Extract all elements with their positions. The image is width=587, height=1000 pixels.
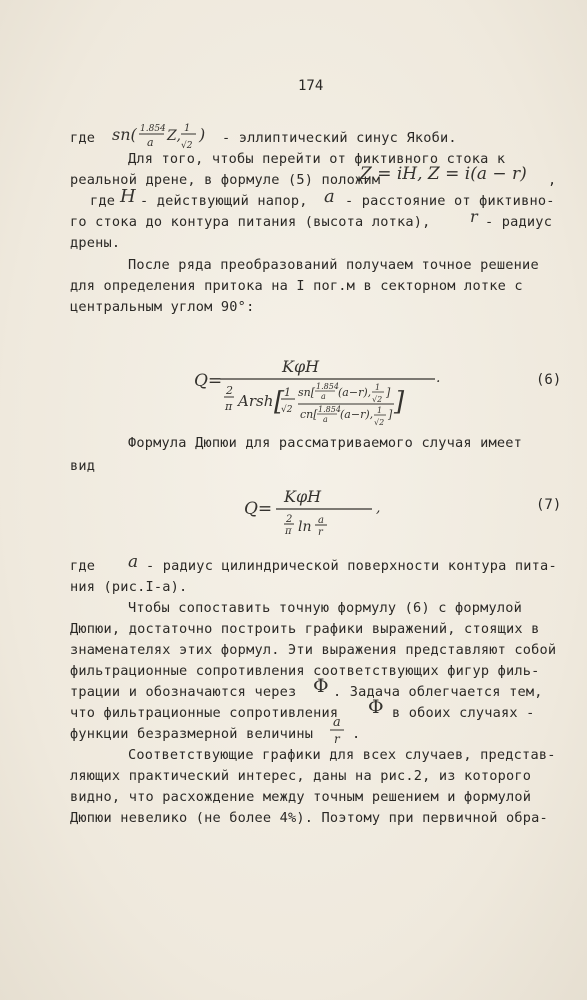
symbol-a: a xyxy=(324,186,335,207)
line-14: Чтобы сопоставить точную формулу (6) с формулой xyxy=(128,600,523,616)
equation-7-label: (7) xyxy=(536,497,562,513)
sn-expression xyxy=(110,118,220,154)
svg-text:[: [ xyxy=(274,387,285,417)
line-4-b: - действующий напор, xyxy=(140,193,308,209)
line-18-b: . Задача облегчается тем, xyxy=(333,684,543,700)
line-1-suffix: - эллиптический синус Якоби. xyxy=(222,130,457,146)
symbol-phi: Φ xyxy=(313,675,329,697)
svg-text:ln: ln xyxy=(298,519,312,535)
svg-text:√2: √2 xyxy=(181,141,193,151)
svg-text:(a−r),: (a−r), xyxy=(338,386,372,399)
line-5-b: - радиус xyxy=(485,214,553,230)
line-19-a: что фильтрационные сопротивления xyxy=(70,705,339,721)
symbol-r: r xyxy=(470,207,478,226)
svg-text:√2: √2 xyxy=(374,418,385,427)
line-23: видно, что расхождение между точным решением и формулой xyxy=(70,789,532,805)
line-12-a: где xyxy=(70,558,96,574)
equation-6-label: (6) xyxy=(536,372,562,388)
line-6: дрены. xyxy=(70,235,121,251)
line-8: для определения притока на I пог.м в секторном лотке с xyxy=(70,278,523,294)
equation-6 xyxy=(190,352,450,428)
svg-text:]: ] xyxy=(386,386,391,399)
svg-text:a: a xyxy=(318,515,324,526)
line-5-a: го стока до контура питания (высота лотка), xyxy=(70,214,431,230)
svg-text:a: a xyxy=(333,715,341,730)
svg-text:Z,: Z, xyxy=(167,128,181,144)
svg-text:cn[: cn[ xyxy=(300,408,318,421)
line-3-suffix: , xyxy=(548,172,557,188)
line-17: фильтрационные сопротивления соответствующих фигур филь- xyxy=(70,663,540,679)
line-18-a: трации и обозначаются через xyxy=(70,684,297,700)
svg-text:a: a xyxy=(323,415,328,424)
line-20-a: функции безразмерной величины xyxy=(70,726,314,742)
line-21: Соответствующие графики для всех случаев, представ- xyxy=(128,747,556,763)
svg-text:Arsh: Arsh xyxy=(238,392,274,410)
svg-text:r: r xyxy=(334,732,340,746)
page-number: 174 xyxy=(298,78,324,94)
substitution-expr: Z = iH, Z = i(a − r) xyxy=(360,164,527,184)
svg-text:1: 1 xyxy=(375,383,381,392)
svg-text:1.854: 1.854 xyxy=(140,124,166,134)
svg-text:1: 1 xyxy=(377,406,383,415)
svg-text:√2: √2 xyxy=(281,405,293,415)
svg-text:1: 1 xyxy=(284,386,291,399)
line-10: Формула Дюпюи для рассматриваемого случая имеет xyxy=(128,435,523,451)
svg-text:√2: √2 xyxy=(372,395,383,404)
svg-text:]: ] xyxy=(388,408,393,421)
equation-7 xyxy=(240,480,390,536)
symbol-H: H xyxy=(120,186,136,207)
svg-text:2: 2 xyxy=(286,514,293,525)
line-24: Дюпюи невелико (не более 4%). Поэтому при первичной обра- xyxy=(70,810,548,826)
svg-text:2: 2 xyxy=(226,384,233,397)
svg-text:sn[: sn[ xyxy=(298,386,316,399)
svg-text:): ) xyxy=(199,125,206,144)
line-11: вид xyxy=(70,458,96,474)
eq6-numerator: KφH xyxy=(282,357,320,376)
line-4-a: где xyxy=(90,193,116,209)
line-20-b: . xyxy=(352,726,361,742)
svg-text:a: a xyxy=(147,136,154,149)
line-19-b: в обоих случаях - xyxy=(392,705,535,721)
svg-text:1.854: 1.854 xyxy=(316,382,339,391)
eq6-lhs: Q= xyxy=(194,371,223,391)
svg-text:,: , xyxy=(376,500,381,516)
symbol-a-2: a xyxy=(128,552,139,572)
svg-text:KφH: KφH xyxy=(284,487,322,506)
svg-text:1.854: 1.854 xyxy=(318,405,341,414)
line-15: Дюпюи, достаточно построить графики выражений, стоящих в xyxy=(70,621,540,637)
line-12-b: - радиус цилиндрической поверхности контура пита- xyxy=(146,558,557,574)
svg-text:π: π xyxy=(225,400,233,413)
ratio-a-over-r xyxy=(327,713,349,747)
svg-text:a: a xyxy=(321,392,326,401)
line-3-prefix: реальной дрене, в формуле (5) положим xyxy=(70,172,381,188)
svg-text:1: 1 xyxy=(184,123,191,134)
line-9: центральным углом 90°: xyxy=(70,299,255,315)
symbol-phi-2: Φ xyxy=(368,696,384,718)
svg-text:Q=: Q= xyxy=(244,499,273,519)
line-7: После ряда преобразований получаем точное решение xyxy=(128,257,539,273)
line-13: ния (рис.I-а). xyxy=(70,579,188,595)
svg-text:.: . xyxy=(436,370,441,386)
line-2: Для того, чтобы перейти от фиктивного стока к xyxy=(128,151,506,167)
line-16: знаменателях этих формул. Эти выражения представляют собой xyxy=(70,642,557,658)
svg-text:r: r xyxy=(318,527,323,536)
svg-text:sn(: sn( xyxy=(112,125,137,144)
line-22: ляющих практический интерес, даны на рис.2, из которого xyxy=(70,768,532,784)
line-4-c: - расстояние от фиктивно- xyxy=(345,193,555,209)
svg-text:]: ] xyxy=(394,387,405,417)
svg-text:(a−r),: (a−r), xyxy=(340,408,374,421)
line-1-prefix: где xyxy=(70,130,96,146)
svg-text:π: π xyxy=(285,526,292,536)
